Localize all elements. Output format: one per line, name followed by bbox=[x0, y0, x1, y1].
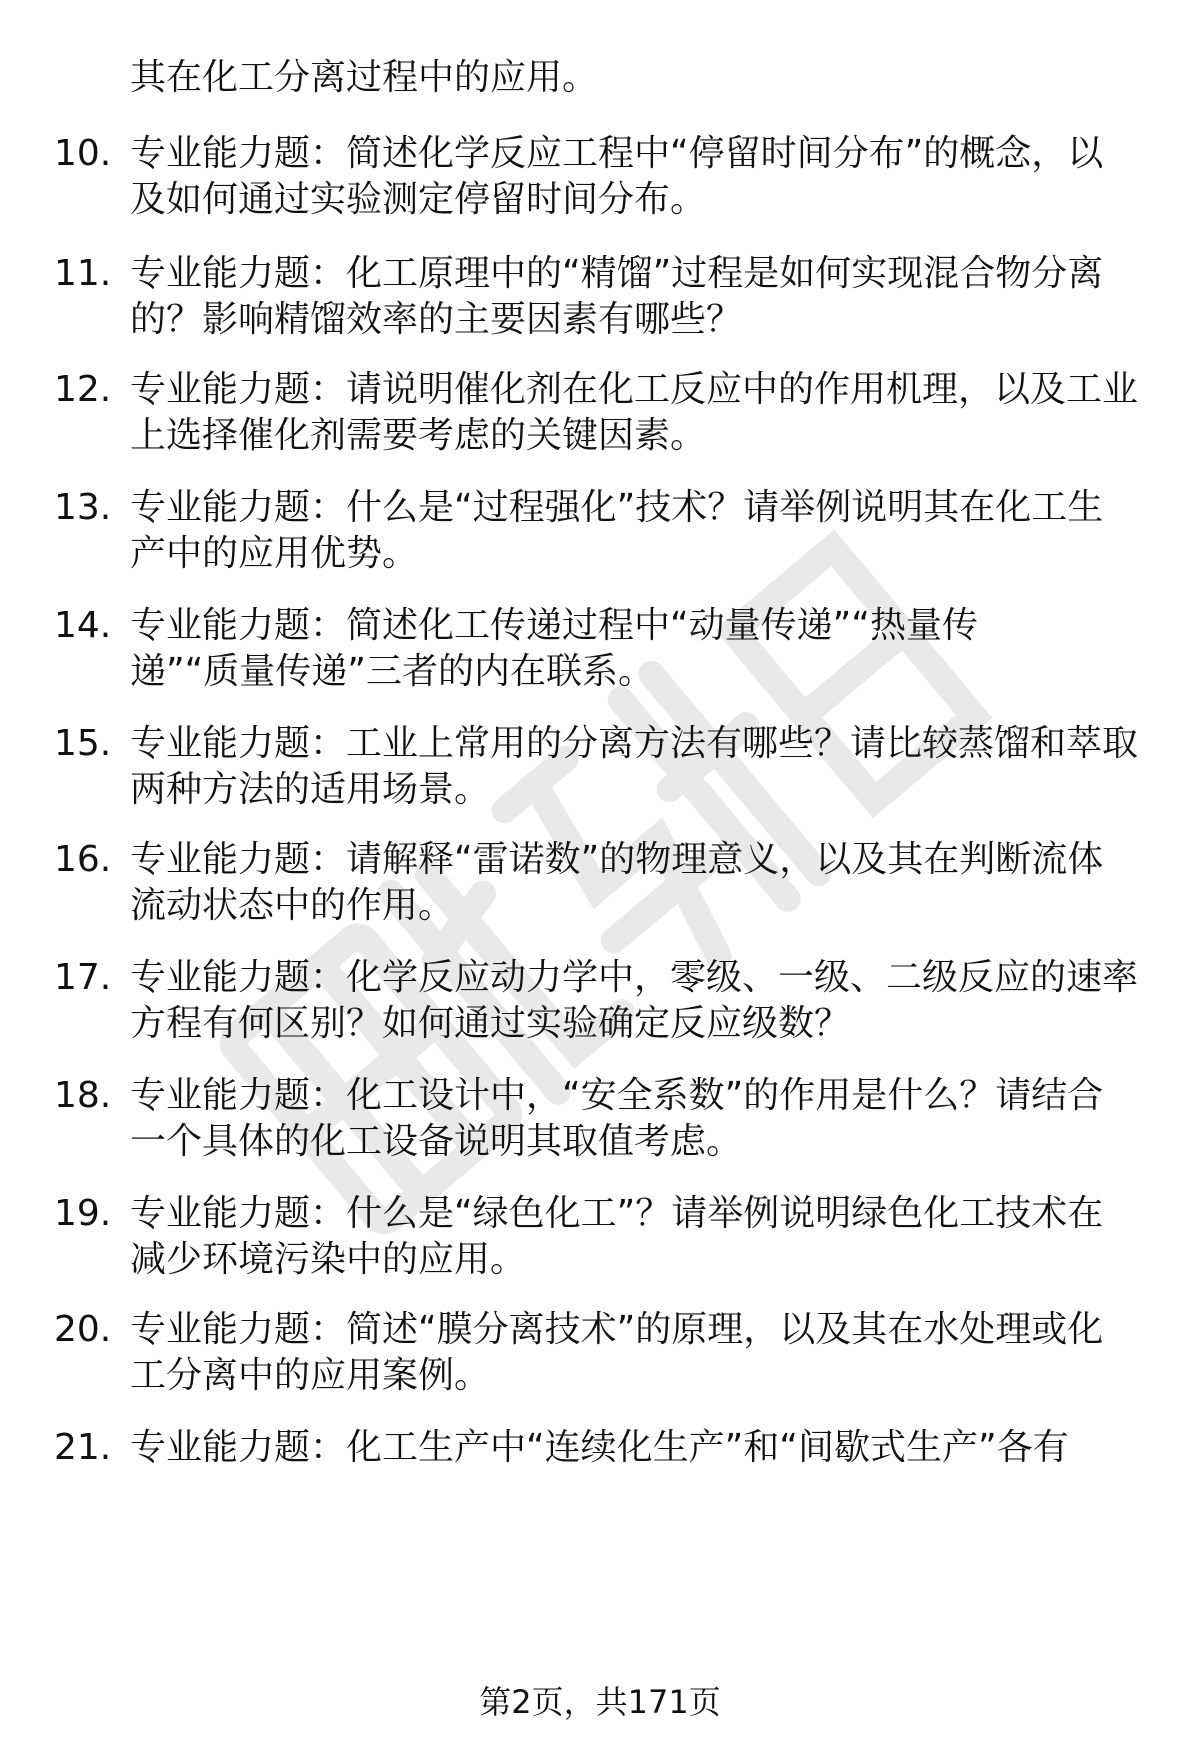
question-text-line2: 的？影响精馏效率的主要因素有哪些？ bbox=[130, 299, 743, 340]
question-text-line1: 专业能力题：简述化学反应工程中“停留时间分布”的概念，以 bbox=[130, 133, 1104, 174]
question-text-line1: 专业能力题：化学反应动力学中，零级、一级、二级反应的速率 bbox=[130, 957, 1139, 998]
question-text-line2: 递”“质量传递”三者的内在联系。 bbox=[130, 651, 654, 692]
question-text-line1: 专业能力题：什么是“过程强化”技术？请举例说明其在化工生 bbox=[130, 487, 1104, 528]
question-number: 13. bbox=[54, 487, 112, 528]
question-text-line1: 专业能力题：什么是“绿色化工”？请举例说明绿色化工技术在 bbox=[130, 1193, 1104, 1234]
question-text-line2: 两种方法的适用场景。 bbox=[130, 769, 491, 810]
question-text-line1: 专业能力题：化工生产中“连续化生产”和“间歇式生产”各有 bbox=[130, 1427, 1069, 1468]
question-text-line1: 专业能力题：化工设计中，“安全系数”的作用是什么？请结合 bbox=[130, 1075, 1104, 1116]
question-number: 11. bbox=[54, 253, 112, 294]
question-text-line1: 专业能力题：工业上常用的分离方法有哪些？请比较蒸馏和萃取 bbox=[130, 723, 1139, 764]
question-number: 19. bbox=[54, 1193, 112, 1234]
question-text-line1: 专业能力题：请说明催化剂在化工反应中的作用机理，以及工业 bbox=[130, 369, 1139, 410]
page-number-footer: 第2页，共171页 bbox=[479, 1683, 721, 1721]
question-text-line1: 专业能力题：请解释“雷诺数”的物理意义，以及其在判断流体 bbox=[130, 839, 1104, 880]
question-number: 15. bbox=[54, 723, 112, 764]
question-number: 14. bbox=[54, 605, 112, 646]
question-number: 16. bbox=[54, 839, 112, 880]
question-text-line2: 工分离中的应用案例。 bbox=[130, 1355, 491, 1396]
question-text-line2: 减少环境污染中的应用。 bbox=[130, 1239, 527, 1280]
question-number: 21. bbox=[54, 1427, 112, 1468]
question-number: 20. bbox=[54, 1309, 112, 1350]
question-text-line1: 专业能力题：化工原理中的“精馏”过程是如何实现混合物分离 bbox=[130, 253, 1104, 294]
question-number: 12. bbox=[54, 369, 112, 410]
intro-line: 其在化工分离过程中的应用。 bbox=[130, 57, 599, 98]
question-number: 10. bbox=[54, 133, 112, 174]
question-text-line2: 方程有何区别？如何通过实验确定反应级数？ bbox=[130, 1003, 851, 1044]
question-text-line1: 专业能力题：简述化工传递过程中“动量传递”“热量传 bbox=[130, 605, 978, 646]
question-number: 17. bbox=[54, 957, 112, 998]
question-number: 18. bbox=[54, 1075, 112, 1116]
question-text-line2: 及如何通过实验测定停留时间分布。 bbox=[130, 179, 707, 220]
question-text-line2: 产中的应用优势。 bbox=[130, 533, 419, 574]
question-text-line2: 流动状态中的作用。 bbox=[130, 885, 455, 926]
question-text-line2: 上选择催化剂需要考虑的关键因素。 bbox=[130, 415, 707, 456]
question-text-line1: 专业能力题：简述“膜分离技术”的原理，以及其在水处理或化 bbox=[130, 1309, 1104, 1350]
question-text-line2: 一个具体的化工设备说明其取值考虑。 bbox=[130, 1121, 743, 1162]
